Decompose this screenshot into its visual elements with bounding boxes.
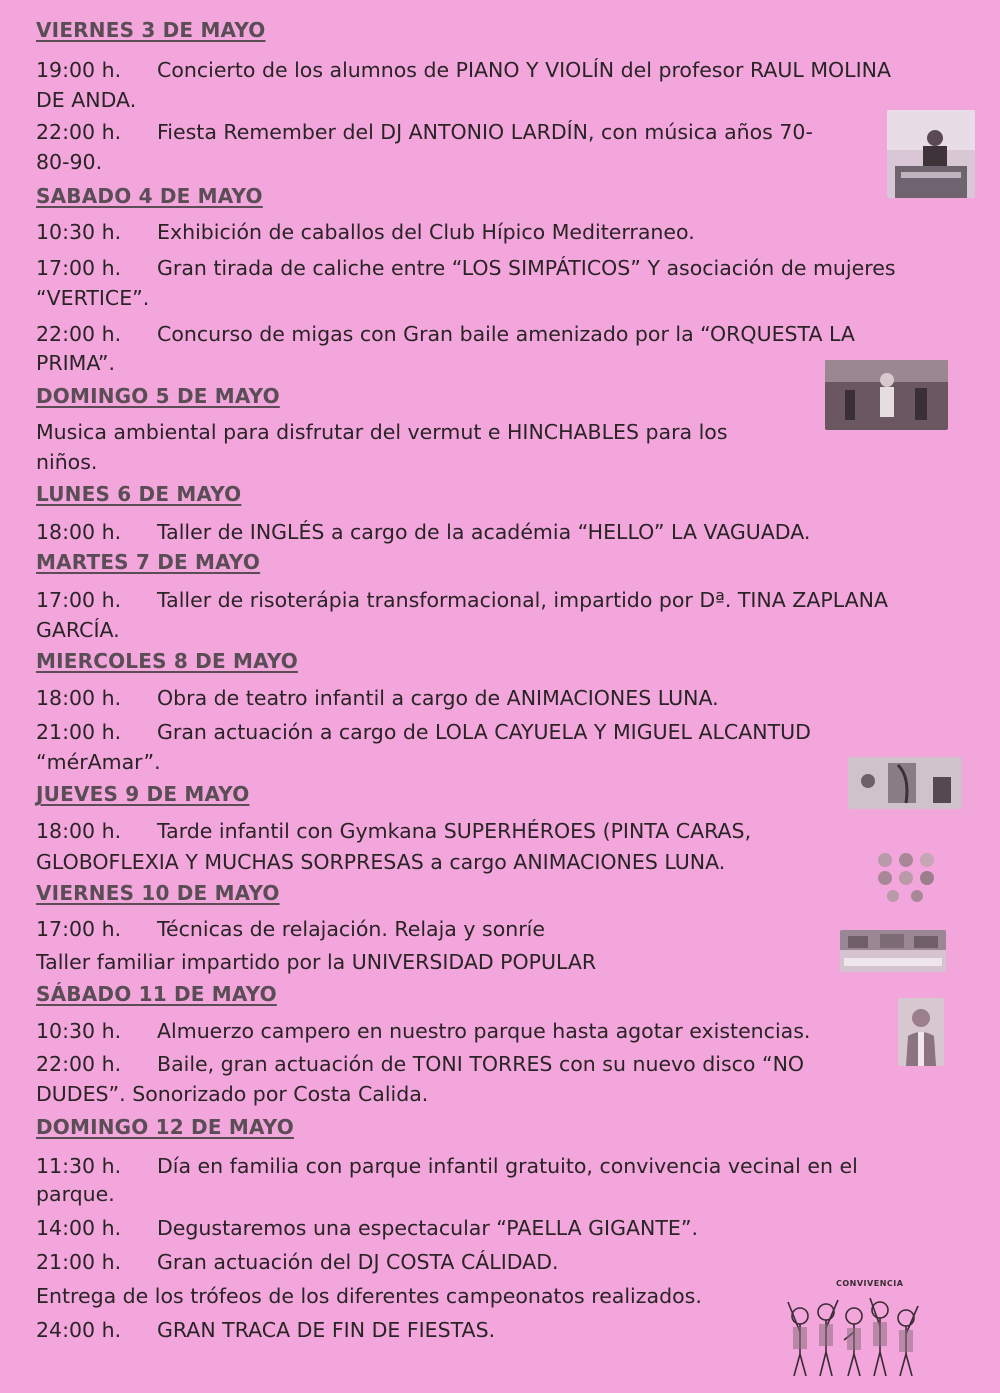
event-line: PRIMA”. — [36, 351, 115, 375]
event-line: 17:00 h. Técnicas de relajación. Relaja y sonríe — [36, 917, 545, 941]
event-line: 10:30 h. Almuerzo campero en nuestro parque hasta agotar existencias. — [36, 1019, 811, 1043]
event-line: 14:00 h. Degustaremos una espectacular “PAELLA GIGANTE”. — [36, 1216, 698, 1240]
event-line: Musica ambiental para disfrutar del vermut e HINCHABLES para los — [36, 420, 728, 444]
event-line: 21:00 h. Gran actuación del DJ COSTA CÁLIDAD. — [36, 1250, 559, 1274]
event-line: 22:00 h. Fiesta Remember del DJ ANTONIO LARDÍN, con música años 70- — [36, 120, 813, 144]
day-heading: DOMINGO 12 DE MAYO — [36, 1115, 294, 1139]
event-line: parque. — [36, 1182, 115, 1206]
day-heading: SABADO 4 DE MAYO — [36, 184, 263, 208]
event-line: DE ANDA. — [36, 88, 137, 112]
day-heading: DOMINGO 5 DE MAYO — [36, 384, 280, 408]
day-heading: LUNES 6 DE MAYO — [36, 482, 242, 506]
event-line: niños. — [36, 450, 98, 474]
face-paint-photo — [873, 848, 939, 904]
event-line: 22:00 h. Concurso de migas con Gran baile amenizado por la “ORQUESTA LA — [36, 322, 855, 346]
band-photo — [825, 360, 948, 430]
event-line: 17:00 h. Gran tirada de caliche entre “LOS SIMPÁTICOS” Y asociación de mujeres — [36, 256, 896, 280]
event-line: Entrega de los trófeos de los diferentes campeonatos realizados. — [36, 1284, 702, 1308]
event-line: 10:30 h. Exhibición de caballos del Club Hípico Mediterraneo. — [36, 220, 695, 244]
university-photo — [840, 930, 946, 972]
event-line: Taller familiar impartido por la UNIVERSIDAD POPULAR — [36, 950, 597, 974]
concert-photo — [848, 757, 962, 809]
convivencia-illustration — [778, 1272, 930, 1384]
day-heading: VIERNES 10 DE MAYO — [36, 881, 280, 905]
day-heading: MIERCOLES 8 DE MAYO — [36, 649, 299, 673]
illustration-label: CONVIVENCIA — [836, 1279, 904, 1288]
event-line: “VERTICE”. — [36, 286, 150, 310]
day-heading: SÁBADO 11 DE MAYO — [36, 982, 277, 1006]
event-line: 11:30 h. Día en familia con parque infantil gratuito, convivencia vecinal en el — [36, 1154, 858, 1178]
event-line: 22:00 h. Baile, gran actuación de TONI TORRES con su nuevo disco “NO — [36, 1052, 805, 1076]
day-heading: JUEVES 9 DE MAYO — [36, 782, 250, 806]
singer-photo — [898, 998, 944, 1066]
event-line: “mérAmar”. — [36, 750, 161, 774]
event-line: GARCÍA. — [36, 618, 120, 642]
dj-photo — [887, 110, 975, 198]
event-line: 80-90. — [36, 150, 103, 174]
event-line: 24:00 h. GRAN TRACA DE FIN DE FIESTAS. — [36, 1318, 496, 1342]
event-line: 17:00 h. Taller de risoterápia transformacional, impartido por Dª. TINA ZAPLANA — [36, 588, 889, 612]
event-line: DUDES”. Sonorizado por Costa Calida. — [36, 1082, 429, 1106]
event-line: 18:00 h. Tarde infantil con Gymkana SUPERHÉROES (PINTA CARAS, — [36, 819, 752, 843]
event-line: GLOBOFLEXIA Y MUCHAS SORPRESAS a cargo ANIMACIONES LUNA. — [36, 850, 726, 874]
event-line: 18:00 h. Obra de teatro infantil a cargo de ANIMACIONES LUNA. — [36, 686, 719, 710]
event-line: 19:00 h. Concierto de los alumnos de PIANO Y VIOLÍN del profesor RAUL MOLINA — [36, 58, 891, 82]
day-heading: VIERNES 3 DE MAYO — [36, 18, 266, 42]
event-line: 21:00 h. Gran actuación a cargo de LOLA CAYUELA Y MIGUEL ALCANTUD — [36, 720, 811, 744]
event-line: 18:00 h. Taller de INGLÉS a cargo de la académia “HELLO” LA VAGUADA. — [36, 520, 811, 544]
day-heading: MARTES 7 DE MAYO — [36, 550, 261, 574]
